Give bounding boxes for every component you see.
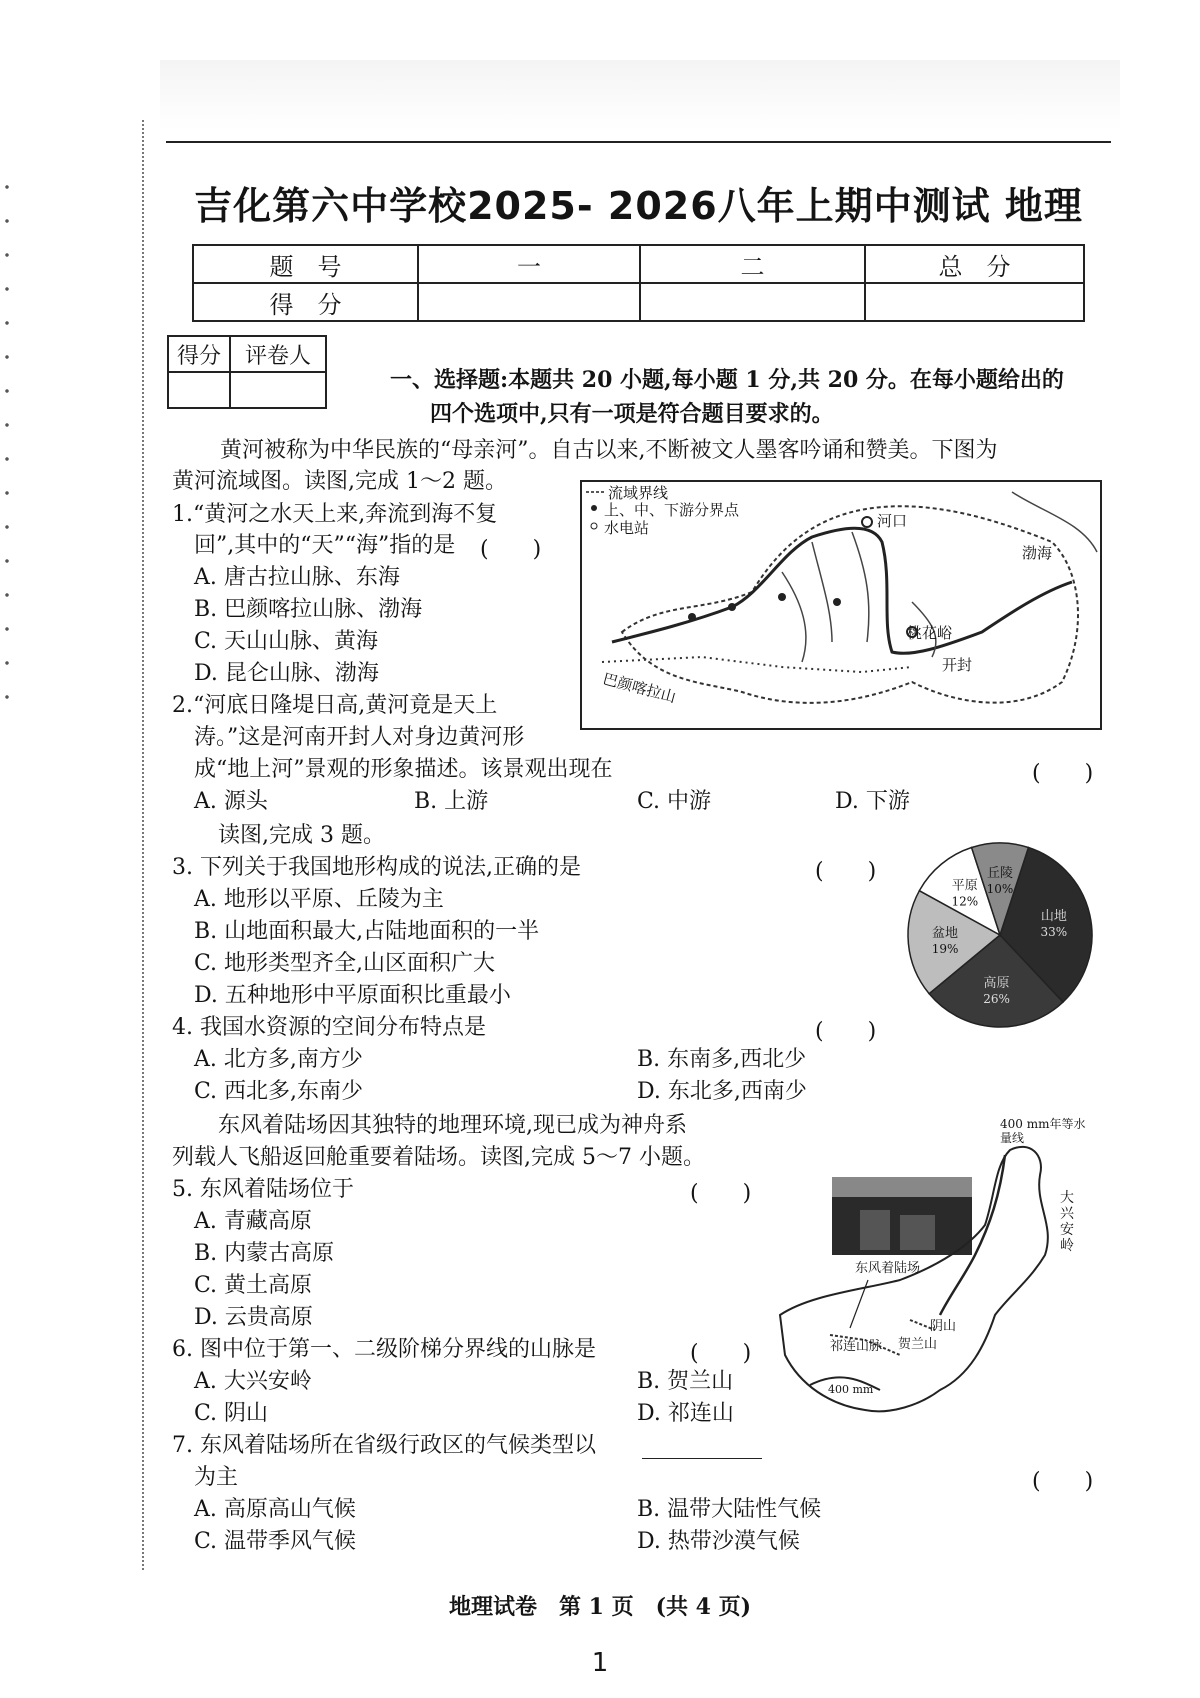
q5-option-d[interactable]: D. 云贵高原	[194, 1305, 313, 1330]
q6-option-a[interactable]: A. 大兴安岭	[194, 1369, 312, 1394]
landing-site-map	[770, 1115, 1100, 1445]
pie-value-label: 26%	[983, 992, 1010, 1007]
q7-answer-blank[interactable]	[642, 1458, 762, 1459]
map1-legend-division: 上、中、下游分界点	[604, 501, 740, 519]
q3-stem: 3. 下列关于我国地形构成的说法,正确的是	[172, 855, 581, 880]
q1-option-a[interactable]: A. 唐古拉山脉、东海	[194, 565, 400, 590]
pie-category-label: 山地	[1040, 908, 1067, 924]
section1-line2: 四个选项中,只有一项是符合题目要求的。	[430, 401, 834, 427]
intro1-line2: 黄河流域图。读图,完成 1～2 题。	[172, 469, 507, 494]
intro3: 读图,完成 3 题。	[218, 823, 385, 848]
q7-option-d[interactable]: D. 热带沙漠气候	[637, 1529, 800, 1554]
intro1-line1: 黄河被称为中华民族的“母亲河”。自古以来,不断被文人墨客吟诵和赞美。下图为	[220, 438, 998, 463]
q4-option-a[interactable]: A. 北方多,南方少	[194, 1047, 363, 1072]
map2-label-daxinganling: 大兴安岭	[1060, 1190, 1074, 1254]
terrain-pie-chart	[900, 835, 1100, 1035]
q7-line2: 为主	[194, 1465, 239, 1490]
yellow-river-map	[580, 480, 1102, 730]
q4-stem: 4. 我国水资源的空间分布特点是	[172, 1015, 486, 1040]
grader-table	[167, 335, 327, 409]
intro5-line2: 列载人飞船返回舱重要着陆场。读图,完成 5～7 小题。	[172, 1145, 705, 1170]
q5-option-c[interactable]: C. 黄土高原	[194, 1273, 313, 1298]
q4-answer-bracket[interactable]: ( )	[815, 1019, 877, 1044]
map1-label-taohuayu: 桃花峪	[907, 624, 953, 642]
q7-option-a[interactable]: A. 高原高山气候	[194, 1497, 356, 1522]
score-blank-cell[interactable]	[640, 283, 865, 321]
q6-stem: 6. 图中位于第一、二级阶梯分界线的山脉是	[172, 1337, 596, 1362]
q2-answer-bracket[interactable]: ( )	[1032, 761, 1094, 786]
score-blank-cell[interactable]	[418, 283, 640, 321]
score-blank-cell[interactable]	[865, 283, 1084, 321]
q2-option-a[interactable]: A. 源头	[194, 789, 268, 814]
pie-value-label: 33%	[1040, 924, 1068, 939]
intro5-line1: 东风着陆场因其独特的地理环境,现已成为神舟系	[218, 1113, 687, 1138]
top-rule	[166, 141, 1111, 143]
pie-value-label: 10%	[986, 881, 1014, 896]
q3-option-c[interactable]: C. 地形类型齐全,山区面积广大	[194, 951, 496, 976]
q6-answer-bracket[interactable]: ( )	[690, 1341, 752, 1366]
score-header-cell: 总 分	[865, 245, 1084, 283]
pie-value-label: 12%	[951, 894, 979, 909]
q1-line2: 回”,其中的“天”“海”指的是	[194, 533, 456, 558]
map2-label-yinshan: 阴山	[930, 1319, 957, 1334]
q2-option-b[interactable]: B. 上游	[414, 789, 489, 814]
q2-line3: 成“地上河”景观的形象描述。该景观出现在	[194, 757, 613, 782]
map1-legend-boundary: 流域界线	[608, 484, 669, 502]
map2-label-400mm: 400 mm	[828, 1383, 874, 1396]
score-header-cell: 二	[640, 245, 865, 283]
scan-shade	[160, 60, 1120, 130]
binding-dots	[4, 170, 10, 710]
q3-option-d[interactable]: D. 五种地形中平原面积比重最小	[194, 983, 511, 1008]
q5-stem: 5. 东风着陆场位于	[172, 1177, 354, 1202]
q5-option-a[interactable]: A. 青藏高原	[194, 1209, 312, 1234]
q7-answer-bracket[interactable]: ( )	[1032, 1469, 1094, 1494]
q7-option-c[interactable]: C. 温带季风气候	[194, 1529, 357, 1554]
q1-line1: 1.“黄河之水天上来,奔流到海不复	[172, 502, 498, 527]
q4-option-d[interactable]: D. 东北多,西南少	[637, 1079, 807, 1104]
score-header-cell: 一	[418, 245, 640, 283]
score-table	[192, 244, 1085, 322]
pie-value-label: 19%	[931, 942, 959, 957]
q5-option-b[interactable]: B. 内蒙古高原	[194, 1241, 335, 1266]
map1-label-hekou: 河口	[877, 512, 908, 530]
q6-option-d[interactable]: D. 祁连山	[637, 1401, 734, 1426]
q2-option-c[interactable]: C. 中游	[637, 789, 712, 814]
landing-site-map-drawing	[770, 1115, 1100, 1445]
pie-category-label: 盆地	[932, 926, 959, 942]
map2-label-qilianshan: 祁连山脉	[830, 1339, 883, 1354]
q1-option-b[interactable]: B. 巴颜喀拉山脉、渤海	[194, 597, 423, 622]
binding-line	[142, 120, 144, 1570]
page-footer: 地理试卷 第 1 页 (共 4 页)	[448, 1594, 752, 1620]
score-header-cell: 题 号	[193, 245, 418, 283]
grader-score-label: 得分	[168, 336, 230, 372]
q5-answer-bracket[interactable]: ( )	[690, 1181, 752, 1206]
map1-label-kaifeng: 开封	[942, 656, 973, 674]
q2-line2: 涛。”这是河南开封人对身边黄河形	[194, 725, 525, 750]
q7-line1: 7. 东风着陆场所在省级行政区的气候类型以	[172, 1433, 596, 1458]
pie-category-label: 高原	[983, 976, 1010, 992]
q6-option-b[interactable]: B. 贺兰山	[637, 1369, 734, 1394]
q1-option-d[interactable]: D. 昆仑山脉、渤海	[194, 661, 379, 686]
q7-option-b[interactable]: B. 温带大陆性气候	[637, 1497, 822, 1522]
map2-label-helanshan: 贺兰山	[898, 1337, 938, 1352]
section1-line1: 一、选择题:本题共 20 小题,每小题 1 分,共 20 分。在每小题给出的	[390, 367, 1064, 393]
grader-blank-cell[interactable]	[230, 372, 326, 408]
q3-option-b[interactable]: B. 山地面积最大,占陆地面积的一半	[194, 919, 540, 944]
q1-answer-bracket[interactable]: ( )	[480, 537, 542, 562]
q3-option-a[interactable]: A. 地形以平原、丘陵为主	[194, 887, 444, 912]
exam-title: 吉化第六中学校2025- 2026八年上期中测试 地理	[194, 184, 1083, 228]
q1-option-c[interactable]: C. 天山山脉、黄海	[194, 629, 379, 654]
score-row-label: 得 分	[193, 283, 418, 321]
q4-option-b[interactable]: B. 东南多,西北少	[637, 1047, 807, 1072]
grader-blank-cell[interactable]	[168, 372, 230, 408]
q3-answer-bracket[interactable]: ( )	[815, 859, 877, 884]
map1-label-bohai: 渤海	[1022, 544, 1053, 562]
pie-category-label: 平原	[951, 878, 978, 894]
q2-line1: 2.“河底日隆堤日高,黄河竟是天上	[172, 693, 498, 718]
q4-option-c[interactable]: C. 西北多,东南少	[194, 1079, 364, 1104]
map2-label-site: 东风着陆场	[855, 1261, 921, 1276]
q2-option-d[interactable]: D. 下游	[835, 789, 910, 814]
map2-label-isohyet: 400 mm年等水量线	[1000, 1117, 1086, 1145]
q6-option-c[interactable]: C. 阴山	[194, 1401, 269, 1426]
grader-name-label: 评卷人	[230, 336, 326, 372]
page-number: 1	[591, 1648, 609, 1678]
map1-legend-hydro: 水电站	[604, 519, 650, 537]
pie-category-label: 丘陵	[986, 865, 1014, 881]
map1-label-bayan: 巴颜喀拉山	[600, 669, 678, 707]
